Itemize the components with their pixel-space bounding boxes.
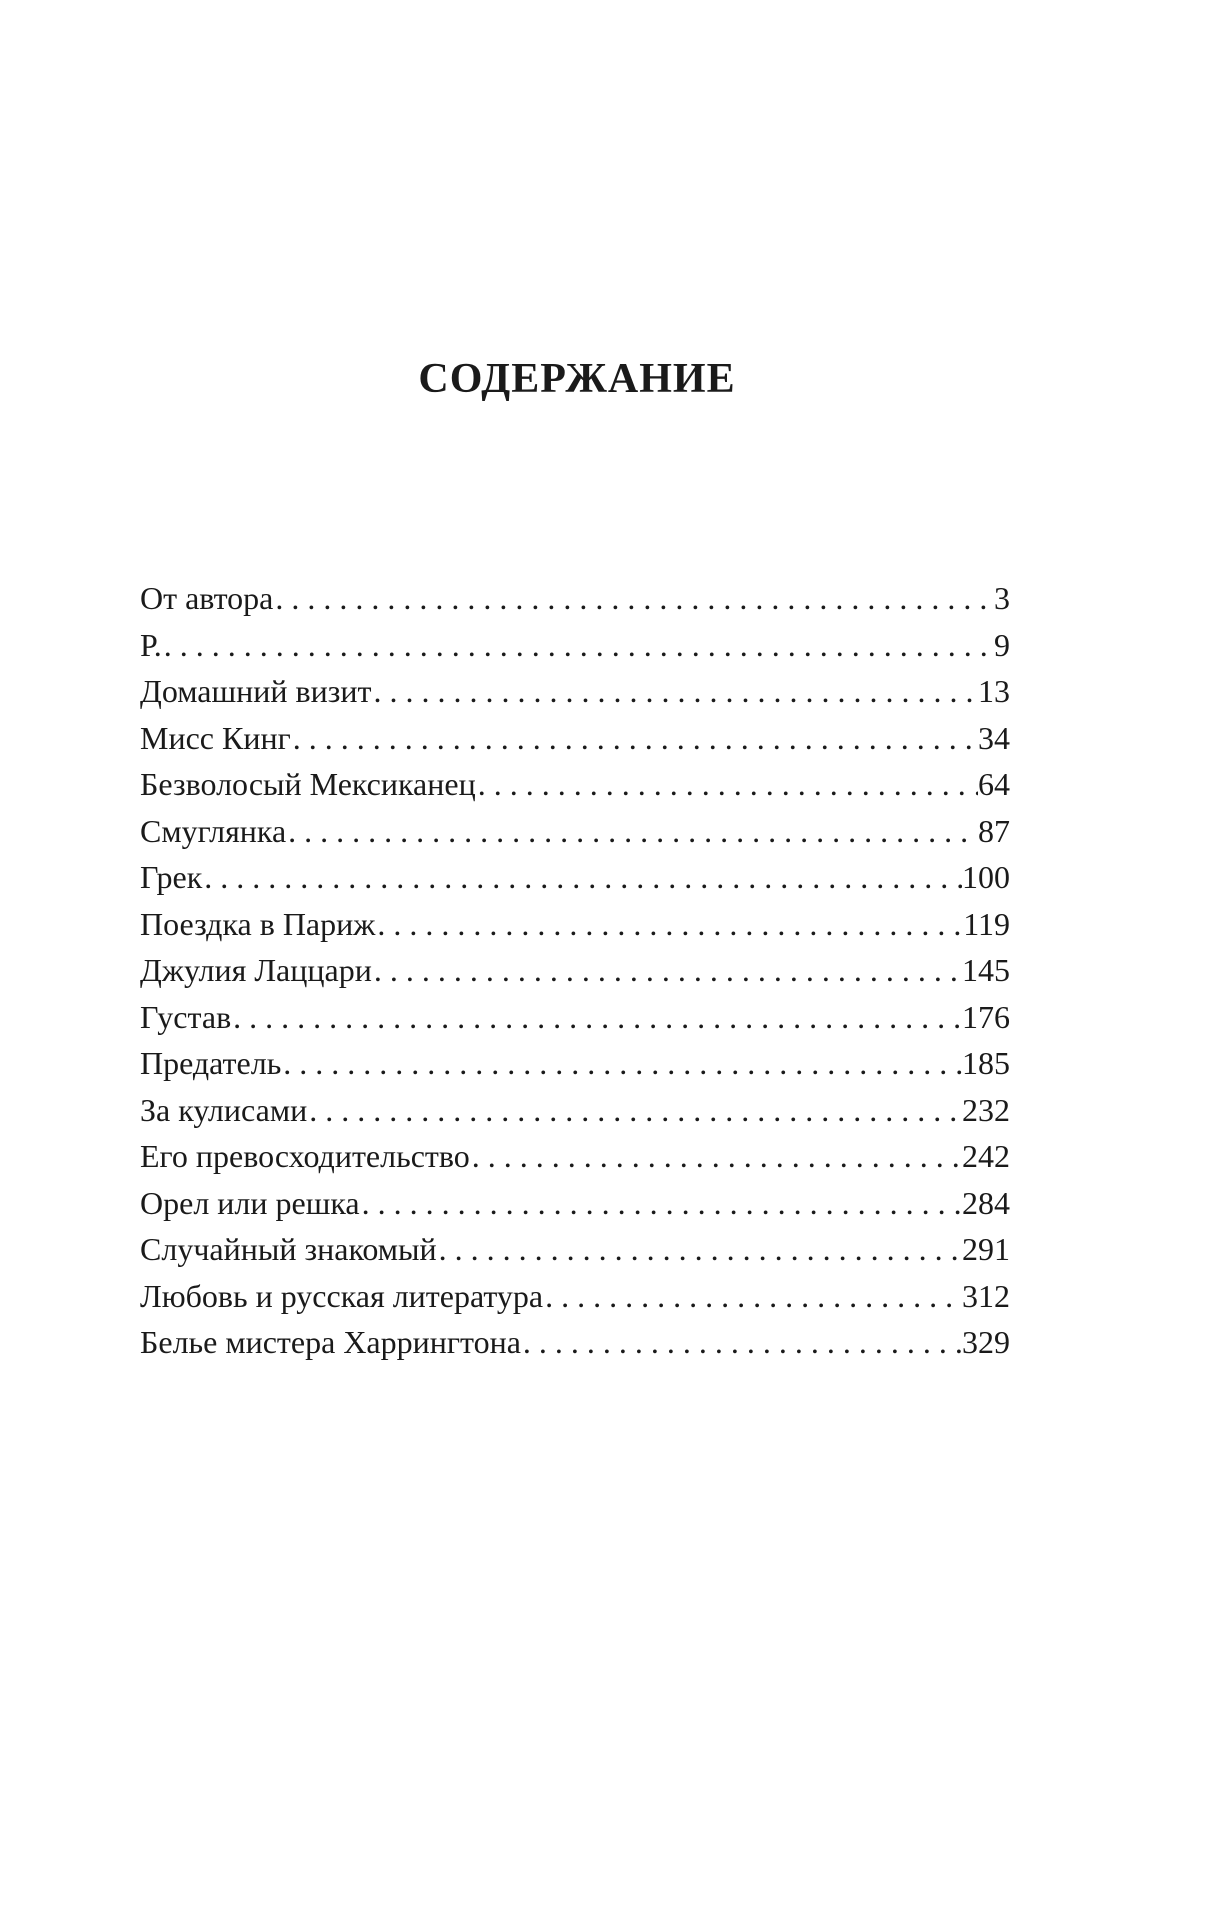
toc-entry-title: Поездка в Париж	[140, 905, 376, 942]
toc-entry	[140, 947, 1010, 994]
toc-entry-title: Грек	[140, 859, 203, 895]
toc-entry-title: Мисс Кинг	[140, 719, 291, 756]
toc-entry-page: 232	[962, 1091, 1010, 1128]
toc-entry-title: Домашний визит	[140, 673, 372, 709]
toc-dot-leader	[202, 854, 962, 901]
toc-entry-title: От автора	[140, 580, 274, 616]
toc-entry	[140, 994, 1010, 1041]
toc-entry	[140, 715, 1010, 762]
toc-dot-leader	[291, 715, 978, 762]
toc-entry-page: 100	[962, 859, 1010, 895]
toc-entry	[140, 854, 1010, 901]
toc-entry-title: Безволосый Мексиканец	[140, 766, 476, 802]
toc-entry-page: 87	[978, 812, 1010, 849]
toc-dot-leader	[437, 1226, 962, 1273]
toc-entry-title: Его превосходительство	[140, 1138, 470, 1174]
toc-entry-title: Джулия Лаццари	[140, 952, 372, 988]
toc-entry	[140, 1040, 1010, 1087]
toc-dot-leader	[543, 1273, 962, 1320]
toc-entry-page: 13	[978, 673, 1010, 709]
toc-dot-leader	[307, 1087, 962, 1134]
toc-entry-title: Предатель	[140, 1045, 282, 1081]
toc-dot-leader	[273, 575, 994, 622]
toc-entry-page: 119	[963, 905, 1010, 942]
toc-entry-title: Случайный знакомый	[140, 1231, 437, 1267]
toc-entry-page: 284	[962, 1184, 1010, 1221]
toc-dot-leader	[231, 994, 962, 1041]
toc-entry-page: 64	[978, 766, 1010, 802]
toc-entry-page: 34	[978, 719, 1010, 756]
toc-entry	[140, 1133, 1010, 1180]
toc-entry	[140, 901, 1010, 948]
toc-dot-leader	[360, 1180, 962, 1227]
toc-entry-page: 145	[962, 952, 1010, 988]
toc-dot-leader	[375, 901, 963, 948]
toc-dot-leader	[281, 1040, 962, 1087]
toc-entry-title: Орел или решка	[140, 1184, 360, 1221]
toc-dot-leader	[372, 947, 962, 994]
toc-entry	[140, 1273, 1010, 1320]
toc-entry	[140, 1180, 1010, 1227]
toc-entry-title: Р.	[140, 626, 162, 663]
toc-entry-page: 242	[962, 1138, 1010, 1174]
toc-entry-title: Любовь и русская литература	[140, 1277, 544, 1314]
toc-entry-page: 312	[962, 1277, 1010, 1314]
toc-dot-leader	[470, 1133, 962, 1180]
toc-entry	[140, 668, 1010, 715]
toc-entry-page: 329	[962, 1324, 1010, 1360]
toc-entry	[140, 761, 1010, 808]
page-title: СОДЕРЖАНИЕ	[418, 356, 736, 402]
toc-entry	[140, 622, 1010, 669]
toc-entry-page: 185	[962, 1045, 1010, 1081]
toc-entry-title: За кулисами	[140, 1091, 308, 1128]
toc-dot-leader	[476, 761, 978, 808]
toc-entry-page: 291	[962, 1231, 1010, 1267]
toc-dot-leader	[371, 668, 978, 715]
toc-dot-leader	[162, 622, 994, 669]
toc-entry	[140, 1319, 1010, 1366]
toc-entry	[140, 1226, 1010, 1273]
toc-entry	[140, 1087, 1010, 1134]
table-of-contents	[140, 575, 1010, 1366]
toc-entry-title: Белье мистера Харрингтона	[140, 1324, 521, 1360]
toc-entry-page: 176	[962, 998, 1010, 1035]
toc-entry-page: 9	[994, 626, 1010, 663]
toc-dot-leader	[286, 808, 978, 855]
toc-dot-leader	[521, 1319, 962, 1366]
toc-entry	[140, 575, 1010, 622]
toc-entry-title: Густав	[140, 998, 232, 1035]
toc-entry-title: Смуглянка	[140, 812, 287, 849]
toc-entry	[140, 808, 1010, 855]
toc-entry-page: 3	[994, 580, 1010, 616]
